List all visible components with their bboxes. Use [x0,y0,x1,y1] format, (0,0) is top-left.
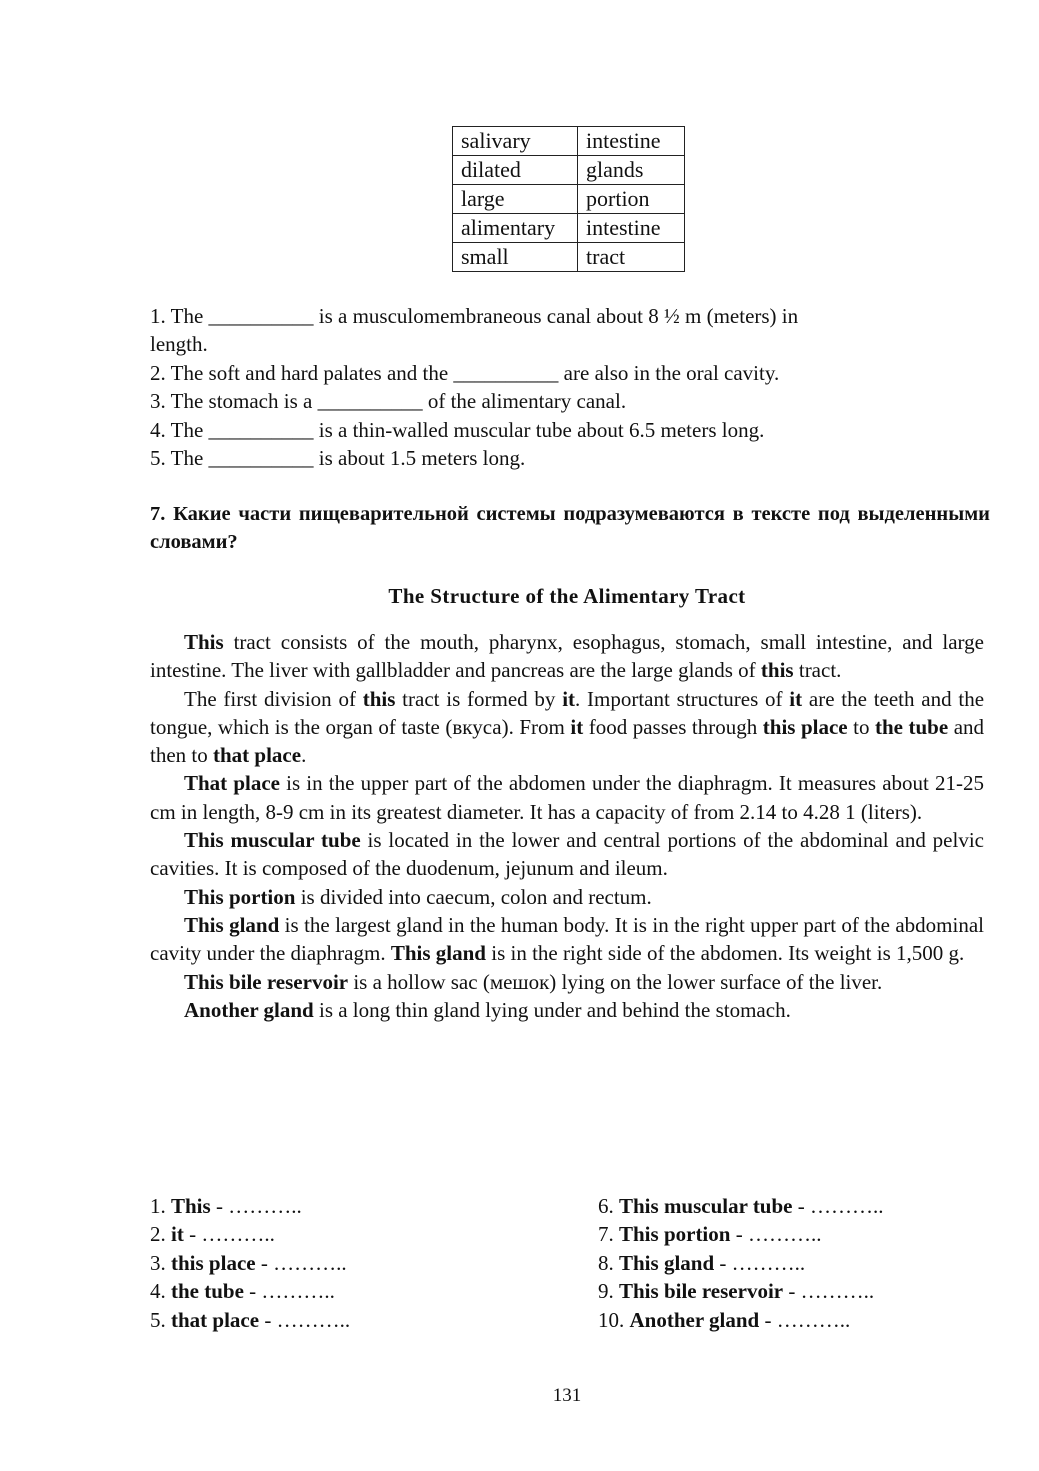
answer-number: 5. [150,1307,171,1332]
answer-item [150,1306,570,1334]
answer-number: 7. [598,1222,619,1247]
text-run: tract consists of the mouth, pharynx, esophagus, stomach, small intestine, and large intestine. The liver with gallbladder and pancreas are the large glands of [150,630,984,683]
reading-text [150,628,984,1024]
highlighted-term: This muscular tube [184,828,361,853]
word-table-cell: intestine [578,214,685,243]
answer-term: Another gland [629,1307,760,1332]
answer-number: 10. [598,1307,630,1332]
answer-term: This portion [619,1222,731,1247]
answer-term: This muscular tube [619,1194,793,1218]
highlighted-term: this [362,686,396,711]
text-run: . [301,743,307,768]
answer-number: 3. [150,1250,171,1275]
text-paragraph [150,826,984,883]
word-table-cell: salivary [453,127,578,156]
text-run: is divided into caecum, colon and rectum. [295,884,652,909]
word-table-cell: portion [578,185,685,214]
answer-term: This gland [619,1250,715,1275]
answer-blank: - ……….. [730,1222,822,1247]
text-run: The first division of [184,686,363,711]
answer-blank: - ……….. [792,1194,884,1218]
answer-blank: - ……….. [783,1279,875,1304]
word-table-row [453,185,685,214]
text-paragraph [150,628,984,685]
answer-blank: - ……….. [714,1250,806,1275]
word-table-cell: alimentary [453,214,578,243]
exercise-7-heading: 7. Какие части пищеварительной системы подразумеваются в тексте под выделенными словами? [150,503,990,553]
sentence-line: 4. The __________ is a thin-walled muscular tube about 6.5 meters long. [150,417,765,442]
answer-list-right [598,1192,998,1334]
answer-blank: - ……….. [243,1279,335,1304]
answer-blank: - ……….. [255,1250,347,1275]
answer-term: This [171,1194,211,1218]
answer-term: it [171,1222,184,1247]
text-run: tract is formed by [395,686,563,711]
text-run: to [847,714,875,739]
answer-item [598,1277,998,1305]
fill-in-sentences [150,302,940,472]
text-paragraph [150,883,984,911]
answer-blank: - ……….. [759,1307,851,1332]
answer-number: 8. [598,1250,619,1275]
highlighted-term: This [184,630,224,654]
highlighted-term: That place [184,771,280,796]
answer-item [598,1220,998,1248]
word-table-row [453,243,685,272]
text-run: is located in the lower and central portions of the abdominal and pelvic cavities. It is composed of the duodenum, jejunum and ileum. [150,828,984,881]
word-table-cell: glands [578,156,685,185]
highlighted-term: this [760,658,794,683]
answer-number: 6. [598,1194,619,1218]
word-table-cell: large [453,185,578,214]
answer-blank: - ……….. [210,1194,302,1218]
answer-list-left [150,1192,570,1334]
answer-number: 1. [150,1194,171,1218]
answer-item [598,1249,998,1277]
answer-term: that place [171,1307,260,1332]
sentence-line: 5. The __________ is about 1.5 meters long. [150,446,526,471]
highlighted-term: the tube [875,714,949,739]
answer-blank: - ……….. [183,1222,275,1247]
answer-number: 9. [598,1279,619,1304]
word-table-row [453,127,685,156]
highlighted-term: it [570,714,584,739]
highlighted-term: This portion [184,884,296,909]
word-matching-table [452,126,685,272]
answer-term: the tube [171,1279,244,1304]
highlighted-term: This gland [390,941,486,966]
highlighted-term: that place [213,743,302,768]
answer-number: 4. [150,1279,171,1304]
answer-blank: - ……….. [259,1307,351,1332]
text-run: is in the upper part of the abdomen under the diaphragm. It measures about 21-25 cm in length, 8-9 cm in its greatest diameter. It has a capacity of from 2.14 to 4.28 1 (liters). [150,771,985,824]
answer-term: this place [171,1250,256,1275]
text-paragraph [150,968,984,996]
highlighted-term: it [562,686,576,711]
word-table-cell: dilated [453,156,578,185]
answer-item [150,1277,570,1305]
text-title: The Structure of the Alimentary Tract [388,584,746,608]
sentence-line: 3. The stomach is a __________ of the alimentary canal. [150,389,627,414]
highlighted-term: This bile reservoir [184,969,349,994]
text-paragraph [150,685,984,770]
highlighted-term: it [789,686,803,711]
sentence-line: length. [150,332,208,357]
text-paragraph [150,996,984,1024]
text-run: . Important structures of [575,686,790,711]
text-run: tract. [793,658,842,683]
answer-item [598,1306,998,1334]
text-paragraph [150,911,984,968]
answer-item [150,1192,570,1220]
text-run: and then to [150,714,985,768]
word-table-cell: small [453,243,578,272]
text-run: is in the right side of the abdomen. Its weight is 1,500 g. [485,941,965,966]
answer-number: 2. [150,1222,171,1247]
text-run: is the largest gland in the human body. It is in the right upper part of the abdominal cavity under the diaphragm. [150,912,984,966]
answer-item [150,1249,570,1277]
text-run: is a long thin gland lying under and behind the stomach. [313,997,791,1022]
word-table-cell: tract [578,243,685,272]
highlighted-term: This gland [184,912,280,937]
answer-item [598,1192,998,1220]
highlighted-term: Another gland [184,997,314,1022]
page-number: 131 [552,1385,582,1406]
text-run: is a hollow sac (мешок) lying on the lower surface of the liver. [348,969,883,994]
sentence-line: 2. The soft and hard palates and the __________ are also in the oral cavity. [150,360,780,385]
answer-term: This bile reservoir [619,1279,784,1304]
highlighted-term: this place [762,714,848,739]
text-run: are the teeth and the tongue, which is the organ of taste (вкуса). From [150,686,985,739]
text-run: food passes through [583,714,763,739]
text-paragraph [150,769,984,826]
answer-item [150,1220,570,1248]
word-table-row [453,156,685,185]
word-table-row [453,214,685,243]
sentence-line: 1. The __________ is a musculomembraneous canal about 8 ½ m (meters) in [150,304,799,328]
word-table-cell: intestine [578,127,685,156]
